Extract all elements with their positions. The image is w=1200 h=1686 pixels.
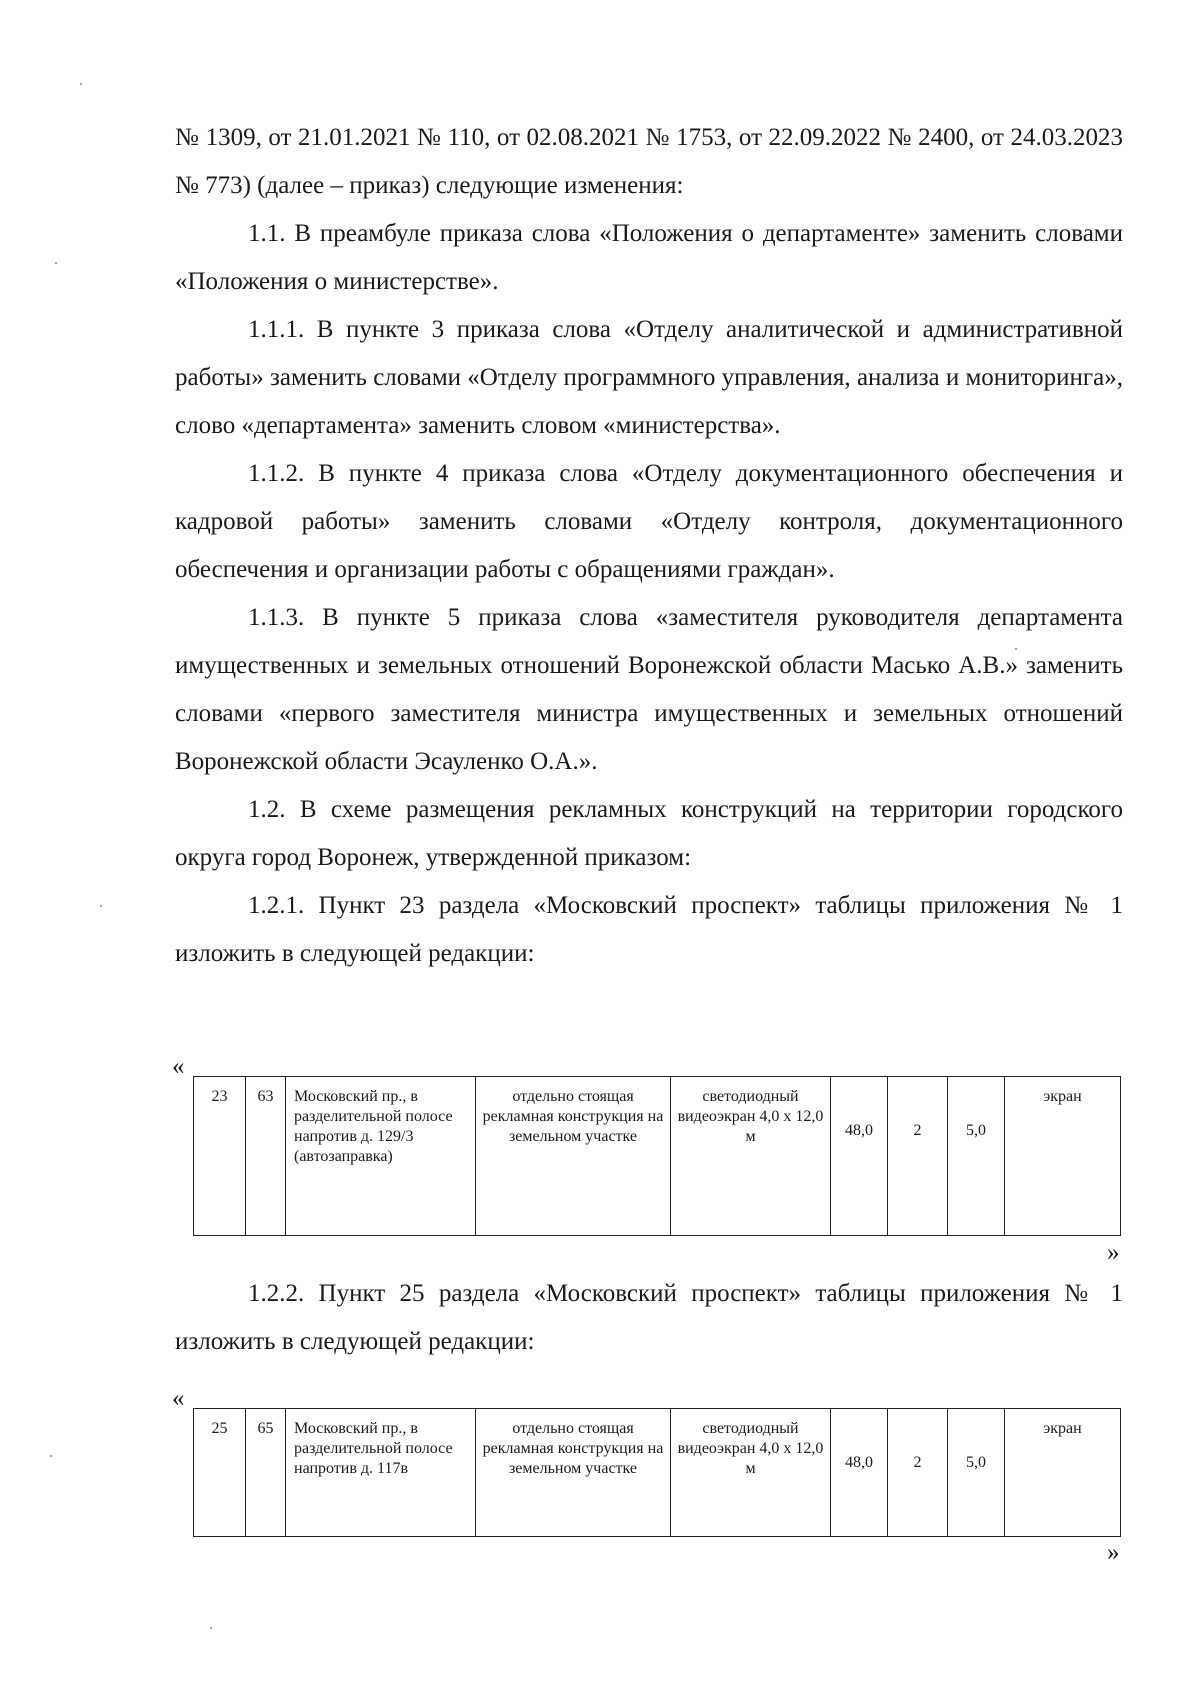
opening-quote-1: « (172, 1053, 185, 1080)
cell-height: 5,0 (948, 1077, 1005, 1236)
cell-note: экран (1005, 1409, 1121, 1537)
scan-speck (210, 1627, 212, 1629)
cell-address: Московский пр., в разделительной полосе напротив д. 129/3 (автозаправка) (286, 1077, 476, 1236)
paragraph-1-2-2: 1.2.2. Пункт 25 раздела «Московский проспект» таблицы приложения № 1 изложить в следующей редакции: (175, 1280, 1123, 1355)
document-text-block-1 (175, 114, 1123, 978)
cell-structure-type: отдельно стоящая рекламная конструкция на земельном участке (476, 1409, 671, 1537)
paragraph-1-2-1: 1.2.1. Пункт 23 раздела «Московский проспект» таблицы приложения № 1 изложить в следующей редакции: (175, 892, 1123, 967)
cell-structure-kind: светодиодный видеоэкран 4,0 х 12,0 м (671, 1077, 831, 1236)
paragraph-intro: № 1309, от 21.01.2021 № 110, от 02.08.2021 № 1753, от 22.09.2022 № 2400, от 24.03.2023 № 773) (далее – приказ) следующие изменения: (175, 124, 1123, 199)
table-row (194, 1409, 1121, 1537)
cell-sides: 2 (888, 1409, 948, 1537)
scan-speck (55, 262, 57, 264)
cell-address: Московский пр., в разделительной полосе напротив д. 117в (286, 1409, 476, 1537)
cell-area: 48,0 (831, 1409, 888, 1537)
opening-quote-2: « (172, 1385, 185, 1412)
scan-speck (100, 905, 102, 907)
closing-quote-1: » (1107, 1239, 1120, 1266)
scan-speck (50, 1455, 52, 1457)
amendment-table-1 (193, 1076, 1121, 1236)
paragraph-1-2: 1.2. В схеме размещения рекламных конструкций на территории городского округа город Воронеж, утвержденной приказом: (175, 796, 1123, 871)
paragraph-1-1: 1.1. В преамбуле приказа слова «Положения о департаменте» заменить словами «Положения о министерстве». (175, 220, 1123, 295)
paragraph-1-1-3: 1.1.3. В пункте 5 приказа слова «заместителя руководителя департамента имущественных и земельных отношений Воронежской области Масько А.В.» заменить словами «первого заместителя министра имущественных и земельных отношений Воронежской области Эсауленко О.А.». (175, 604, 1123, 775)
cell-area: 48,0 (831, 1077, 888, 1236)
cell-position: 63 (246, 1077, 286, 1236)
table-row (194, 1077, 1121, 1236)
cell-structure-kind: светодиодный видеоэкран 4,0 х 12,0 м (671, 1409, 831, 1537)
closing-quote-2: » (1107, 1539, 1120, 1566)
scan-speck (1015, 648, 1017, 650)
document-text-block-2 (175, 1270, 1123, 1366)
amendment-table-2 (193, 1408, 1121, 1537)
cell-position: 65 (246, 1409, 286, 1537)
scan-speck (80, 83, 82, 85)
cell-structure-type: отдельно стоящая рекламная конструкция на земельном участке (476, 1077, 671, 1236)
paragraph-1-1-1: 1.1.1. В пункте 3 приказа слова «Отделу аналитической и административной работы» заменить словами «Отделу программного управления, анализа и мониторинга», слово «департамента» заменить словом «министерства». (175, 316, 1123, 439)
cell-note: экран (1005, 1077, 1121, 1236)
paragraph-1-1-2: 1.1.2. В пункте 4 приказа слова «Отделу документационного обеспечения и кадровой работы» заменить словами «Отделу контроля, документационного обеспечения и организации работы с обращениями граждан». (175, 460, 1123, 583)
cell-height: 5,0 (948, 1409, 1005, 1537)
cell-index: 23 (194, 1077, 246, 1236)
cell-index: 25 (194, 1409, 246, 1537)
cell-sides: 2 (888, 1077, 948, 1236)
